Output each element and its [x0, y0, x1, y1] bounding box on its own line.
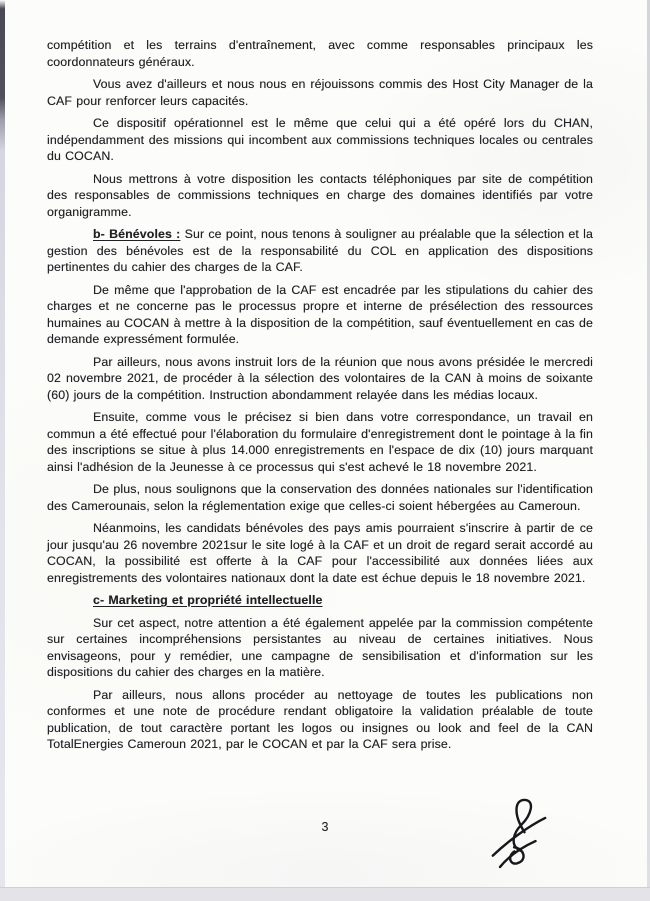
section-paragraph: b- Bénévoles : Sur ce point, nous tenons à souligner au préalable que la sélection et la gestion des bénévoles est de la responsabilité du COL en application des dispositions pertinentes du cahier des charges de la CAF.	[47, 227, 593, 274]
paragraph: Nous mettrons à votre disposition les contacts téléphoniques par site de compétition des responsables de commissions techniques en charge des domaines identifiés par votre organigramme.	[47, 171, 593, 219]
scan-bottom-edge	[0, 887, 650, 901]
signature-icon	[475, 791, 559, 882]
paragraph: Vous avez d'ailleurs et nous nous en réjouissons commis des Host City Manager de la CAF pour renforcer leurs capacités.	[47, 77, 593, 108]
section-paragraph	[47, 592, 593, 609]
page-number: 3	[321, 820, 329, 834]
paragraph: Ensuite, comme vous le précisez si bien dans votre correspondance, un travail en commun a été effectué pour l'élaboration du formulaire d'enregistrement dont le pointage à la fin des inscriptions se situe à plus 14.000 enregistrements en l'espace de dix (10) jours marquant ainsi l'adhésion de la Jeunesse à ce processus qui s'est achevé le 18 novembre 2021.	[47, 410, 593, 474]
paragraph: De plus, nous soulignons que la conservation des données nationales sur l'identification des Camerounais, selon la réglementation exige que celles-ci soient hébergées au Cameroun.	[47, 482, 593, 513]
scan-left-edge-shadow	[0, 0, 5, 888]
signature-scribble	[475, 791, 559, 882]
paragraph: Par ailleurs, nous avons instruit lors de la réunion que nous avons présidée le mercredi 02 novembre 2021, de procéder à la sélection des volontaires de la CAN à moins de soixante (60) jours de la compétition. Instruction abondamment relayée dans les médias locaux.	[47, 354, 593, 402]
paragraph: Sur cet aspect, notre attention a été également appelée par la commission compétente sur certaines incompréhensions persistantes au niveau de certaines initiatives. Nous envisageons, pour y remédier, une campagne de sensibilisation et d'information sur les dispositions du cahier des charges en la matière.	[47, 615, 593, 679]
paragraph: compétition et les terrains d'entraînement, avec comme responsables principaux les coordonnateurs généraux.	[47, 38, 593, 69]
paragraph: Néanmoins, les candidats bénévoles des pays amis pourraient s'inscrire à partir de ce jour jusqu'au 26 novembre 2021sur le site logé à la CAF et un droit de regard serait accordé au COCAN, la possibilité est offerte à la CAF pour l'accessibilité aux données liées aux enregistrements des volontaires nationaux dont la date est échue depuis le 18 novembre 2021.	[47, 521, 593, 585]
paragraph: Ce dispositif opérationnel est le même que celui qui a été opéré lors du CHAN, indépendamment des missions qui incombent aux commissions techniques locales ou centrales du COCAN.	[47, 116, 593, 163]
section-heading: b- Bénévoles :	[93, 227, 181, 241]
paragraph: De même que l'approbation de la CAF est encadrée par les stipulations du cahier des charges et ne concerne pas le processus propre et interne de présélection des ressources humaines au COCAN à mettre à la disposition de la compétition, sauf éventuellement en cas de demande expressément formulée.	[47, 282, 593, 346]
paragraph: Par ailleurs, nous allons procéder au nettoyage de toutes les publications non conformes et une note de procédure rendant obligatoire la validation préalable de toute publication, de tout caractère portant les logos ou insignes ou look and feel de la CAN TotalEnergies Cameroun 2021, par le COCAN et par la CAF sera prise.	[47, 687, 593, 751]
section-heading: c- Marketing et propriété intellectuelle	[93, 593, 323, 607]
